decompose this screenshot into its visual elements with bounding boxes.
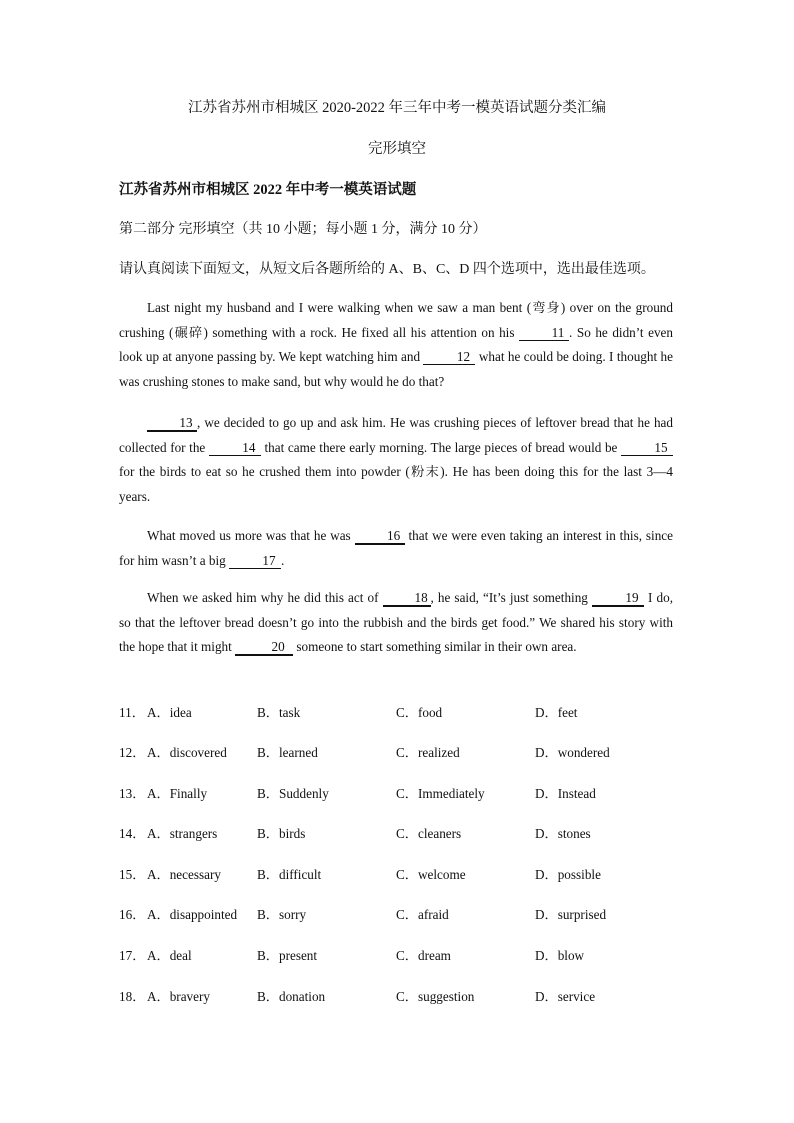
- blank-18: 18: [383, 590, 431, 607]
- question-row: [119, 742, 679, 762]
- document-subtitle: 完形填空: [368, 141, 426, 157]
- blank-16: 16: [355, 528, 405, 545]
- blank-19: 19: [592, 590, 644, 607]
- option-b: B．birds: [257, 826, 306, 841]
- passage-text: Last night my husband and I were walking when we saw a man bent (弯身) over on the ground crushing (碾碎) something with a rock. He fixed all his attention on his: [119, 300, 673, 340]
- question-number: 14．: [119, 826, 146, 841]
- question-row: [119, 702, 679, 722]
- question-row: [119, 783, 679, 803]
- passage-paragraph-2: [119, 411, 673, 509]
- question-row: [119, 823, 679, 843]
- option-a: A．strangers: [147, 826, 218, 841]
- passage-text: . So he didn’t even look up at anyone passing by. We kept watching him and: [119, 324, 674, 364]
- passage-text: , he said, “It’s just something: [430, 590, 592, 605]
- question-row: [119, 864, 679, 884]
- blank-15: 15: [621, 440, 673, 456]
- passage-paragraph-1: [119, 296, 673, 394]
- passage-text: .: [281, 552, 285, 568]
- passage-text: I do, so that the leftover bread doesn’t go into the rubbish and the birds get food.” We shared his story with the hope that it might: [119, 590, 673, 654]
- question-number: 17．: [119, 948, 146, 963]
- option-d: D．feet: [535, 705, 578, 720]
- passage-paragraph-3: [119, 524, 673, 573]
- passage-text: that we were even taking an interest in this, since for him wasn’t a big: [119, 528, 673, 568]
- passage-text: someone to start something similar in their own area.: [293, 639, 577, 654]
- option-c: C．Immediately: [396, 786, 485, 801]
- exam-title: 江苏省苏州市相城区 2022 年中考一模英语试题: [119, 182, 417, 198]
- option-a: A．Finally: [147, 786, 208, 801]
- question-number: 18．: [119, 989, 146, 1004]
- option-d: D．surprised: [535, 907, 607, 922]
- option-b: B．difficult: [257, 867, 322, 882]
- question-number: 12．: [119, 745, 146, 760]
- option-a: A．discovered: [147, 745, 227, 760]
- option-b: B．present: [257, 948, 318, 963]
- option-a: A．bravery: [147, 989, 210, 1004]
- option-c: C．suggestion: [396, 989, 475, 1004]
- instruction-text: 请认真阅读下面短文，从短文后各题所给的 A、B、C、D 四个选项中，选出最佳选项。: [119, 262, 655, 277]
- blank-13: 13: [147, 415, 197, 432]
- option-c: C．dream: [396, 948, 451, 963]
- option-a: A．idea: [147, 705, 192, 720]
- option-b: B．task: [257, 705, 301, 720]
- blank-17: 17: [229, 553, 281, 569]
- option-d: D．blow: [535, 948, 585, 963]
- passage-text: that came there early morning. The large pieces of bread would be: [260, 439, 621, 455]
- passage-text: When we asked him why he did this act of: [147, 590, 383, 605]
- option-c: C．realized: [396, 745, 460, 760]
- blank-11: 11: [519, 325, 569, 341]
- question-row: [119, 986, 679, 1006]
- option-d: D．service: [535, 989, 596, 1004]
- option-d: D．wondered: [535, 745, 610, 760]
- option-c: C．afraid: [396, 907, 449, 922]
- option-a: A．disappointed: [147, 907, 238, 922]
- option-b: B．Suddenly: [257, 786, 329, 801]
- option-d: D．Instead: [535, 786, 596, 801]
- passage-text: what he could be doing. I thought he was crushing stones to make sand, but why would he do that?: [119, 349, 673, 389]
- blank-14: 14: [209, 440, 261, 456]
- question-number: 11．: [119, 705, 145, 720]
- option-d: D．stones: [535, 826, 591, 841]
- passage-text: for the birds to eat so he crushed them into powder (粉末). He has been doing this for the last 3—4 years.: [119, 464, 673, 504]
- option-b: B．donation: [257, 989, 326, 1004]
- question-number: 16．: [119, 907, 146, 922]
- passage-text: What moved us more was that he was: [147, 528, 355, 543]
- document-title: 江苏省苏州市相城区 2020-2022 年三年中考一模英语试题分类汇编: [187, 100, 607, 116]
- option-c: C．welcome: [396, 867, 466, 882]
- option-a: A．necessary: [147, 867, 221, 882]
- blank-12: 12: [423, 349, 475, 365]
- question-row: [119, 904, 679, 924]
- option-c: C．food: [396, 705, 443, 720]
- option-a: A．deal: [147, 948, 192, 963]
- question-row: [119, 945, 679, 965]
- part-label: 第二部分 完形填空（共 10 小题；每小题 1 分，满分 10 分）: [119, 222, 487, 237]
- option-b: B．learned: [257, 745, 318, 760]
- passage-text: , we decided to go up and ask him. He was crushing pieces of leftover bread that he had collected for the: [119, 415, 673, 455]
- question-number: 15．: [119, 867, 146, 882]
- option-d: D．possible: [535, 867, 601, 882]
- blank-20: 20: [235, 639, 293, 656]
- option-b: B．sorry: [257, 907, 307, 922]
- passage-paragraph-4: [119, 586, 673, 660]
- question-number: 13．: [119, 786, 146, 801]
- option-c: C．cleaners: [396, 826, 462, 841]
